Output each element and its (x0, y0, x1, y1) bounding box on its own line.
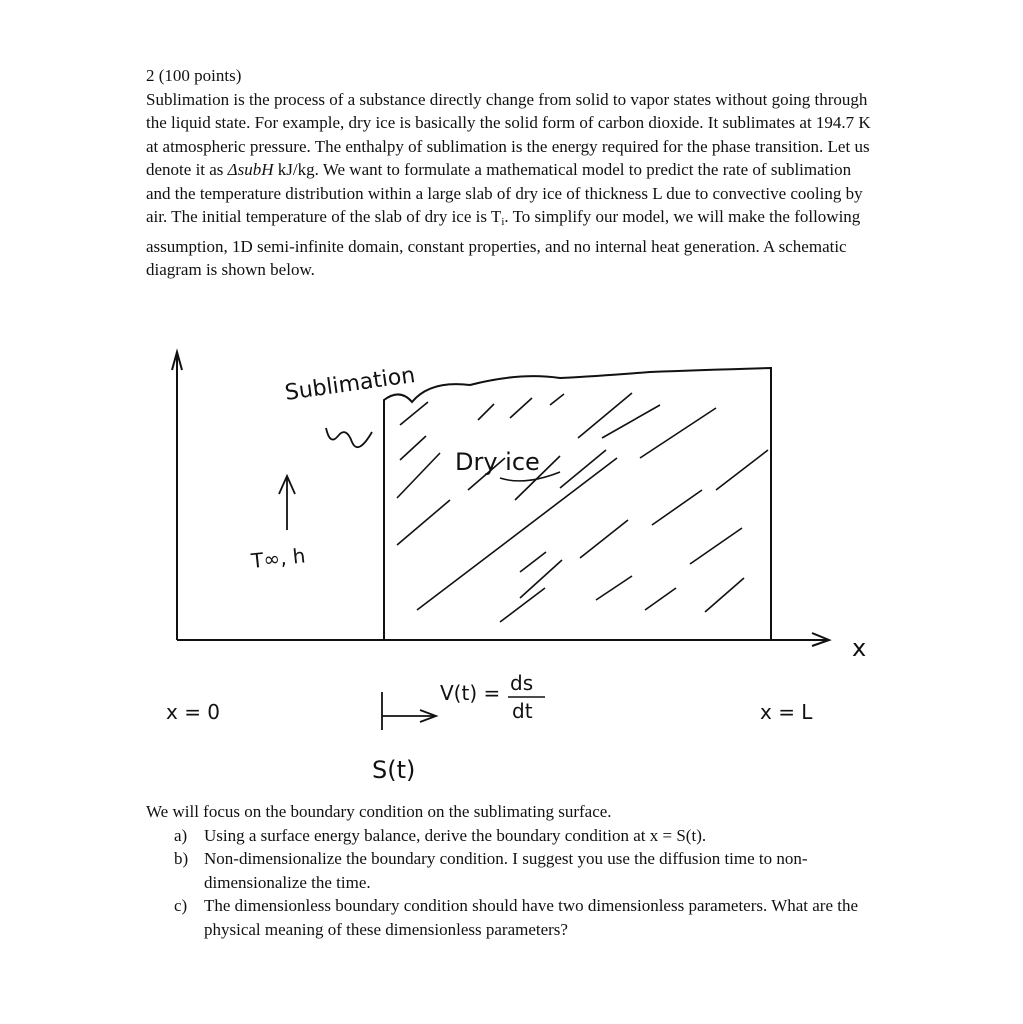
sublimation-label: Sublimation (283, 362, 417, 406)
problem-header: 2 (100 points) (146, 66, 242, 85)
question-text-b: Non-dimensionalize the boundary condition. I suggest you use the diffusion time to non-dimensionalize the time. (204, 849, 808, 892)
x-axis-label: x (852, 634, 867, 662)
question-text-c: The dimensionless boundary condition should have two dimensionless parameters. What are the physical meaning of these dimensionless parameters? (204, 896, 859, 939)
problem-text-part2: kJ/kg. We want to formulate a mathematical model to predict the rate of sublimation and the temperature distribution within a large slab of dry ice of thickness L due to convective cooling by air. The initial temperature of the slab of dry ice is T (146, 160, 863, 226)
x-zero-label: x = 0 (166, 700, 221, 724)
velocity-denominator: dt (512, 699, 533, 723)
question-item-a (146, 824, 876, 848)
question-item-b (146, 847, 876, 894)
question-text-a: Using a surface energy balance, derive the boundary condition at x = S(t). (204, 825, 707, 845)
velocity-numerator: ds (510, 671, 534, 695)
problem-text-part1: Sublimation is the process of a substance directly change from solid to vapor states without going through the liquid state. For example, dry ice is basically the solid form of carbon dioxide. It sublimates at 194.7 K at atmospheric pressure. The enthalpy of sublimation is the energy required for the phase transition. Let us denote it as (146, 89, 871, 179)
interface-position-label: S(t) (372, 756, 416, 784)
initial-temp-subscript: i (501, 216, 505, 228)
enthalpy-symbol: ΔsubH (227, 160, 274, 179)
question-label-c: c) (174, 896, 188, 915)
question-item-c (146, 894, 876, 941)
ambient-label: T∞, h (250, 543, 307, 573)
question-label-b: b) (174, 849, 189, 868)
velocity-label: V(t) = (440, 681, 501, 705)
dry-ice-slab (384, 368, 771, 640)
x-l-label: x = L (760, 700, 813, 724)
hatching (397, 393, 768, 622)
question-list (146, 824, 876, 942)
question-label-a: a) (174, 825, 188, 845)
questions-intro: We will focus on the boundary condition on the sublimating surface. (146, 802, 612, 821)
problem-text-part3: . To simplify our model, we will make the following assumption, 1D semi-infinite domain, constant properties, and no internal heat generation. A schematic diagram is shown below. (146, 207, 861, 279)
heat-flow-squiggle (326, 428, 372, 447)
questions-section (146, 800, 876, 941)
dry-ice-label: Dry ice (455, 448, 540, 476)
